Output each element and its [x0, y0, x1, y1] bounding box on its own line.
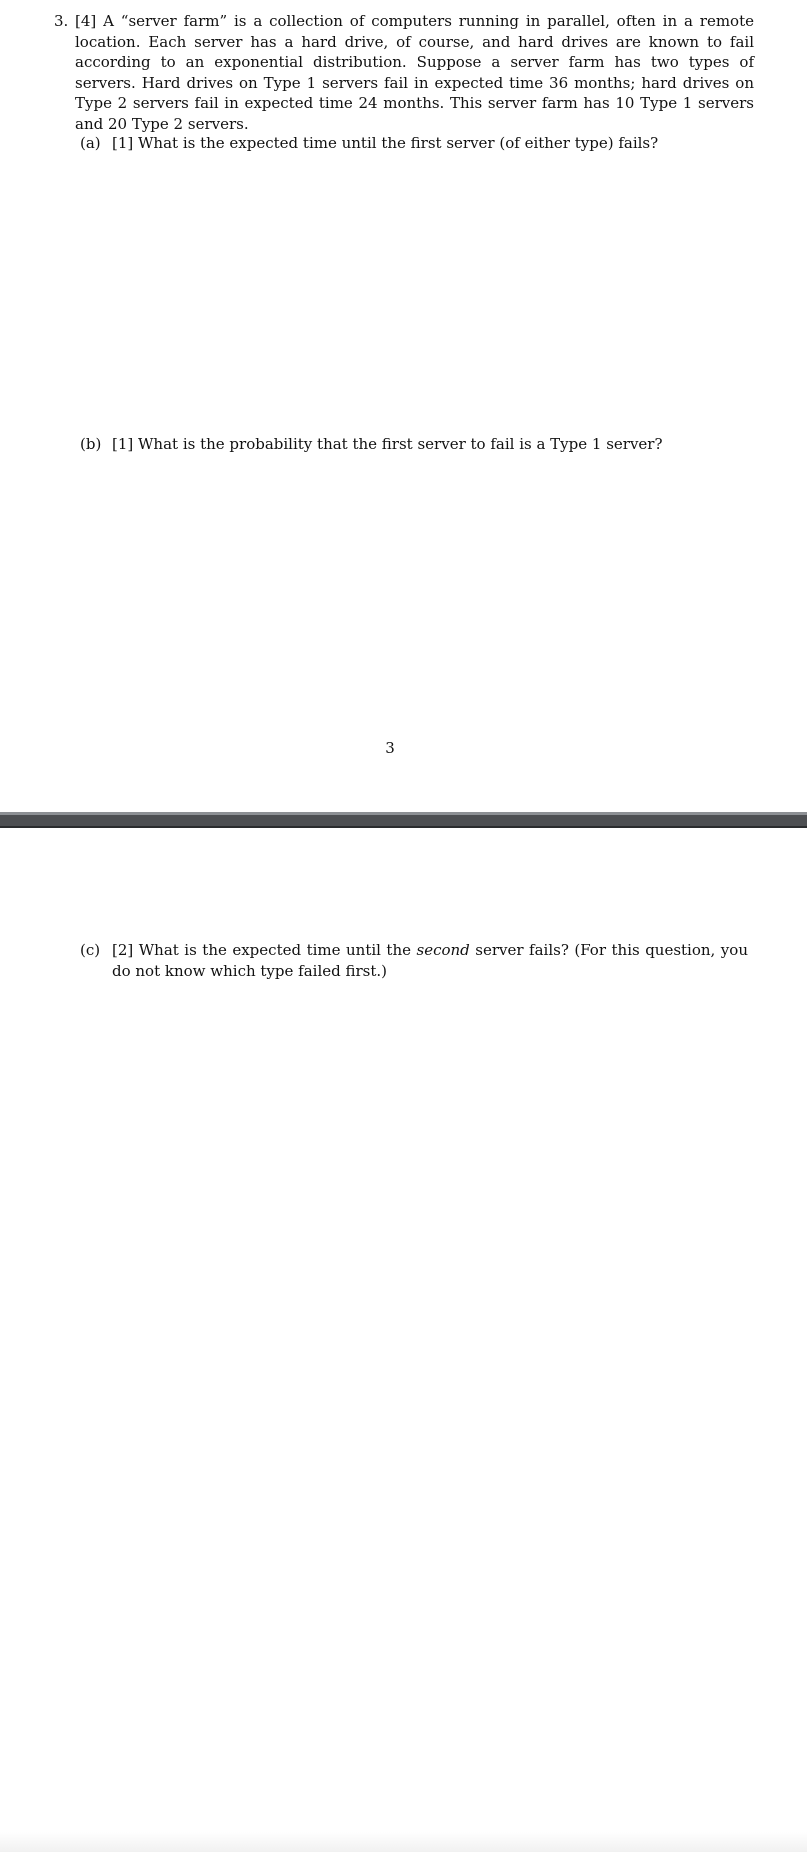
problem-number: 3.	[54, 12, 69, 30]
part-c-text-emphasis: second	[416, 941, 470, 959]
problem-statement: [4] A “server farm” is a collection of computers running in parallel, often in a remote location. Each server has a hard drive, of course, and hard drives are known to fail according to an exponential distribution. Suppose a server farm has two types of servers. Hard drives on Type 1 servers fail in expected time 36 months; hard drives on Type 2 servers fail in expected time 24 months. This server farm has 10 Type 1 servers and 20 Type 2 servers.	[75, 12, 754, 133]
page-number: 3	[385, 739, 395, 757]
part-c-text-after: server fails? (For this question, you do not know which type failed first.)	[112, 941, 748, 980]
part-c-label: (c)	[80, 941, 101, 959]
page-separator-highlight	[0, 812, 807, 815]
part-c	[80, 940, 748, 981]
part-b	[80, 434, 740, 455]
part-c-text-before: [2] What is the expected time until the	[112, 941, 417, 959]
part-c-question	[112, 940, 748, 981]
part-b-question: [1] What is the probability that the first server to fail is a Type 1 server?	[112, 435, 663, 453]
page-upper	[0, 0, 807, 812]
page-bottom-fade	[0, 1832, 807, 1852]
part-b-label: (b)	[80, 435, 102, 453]
problem-3	[54, 11, 754, 135]
part-a	[80, 133, 740, 154]
page-lower	[0, 828, 807, 1024]
part-a-label: (a)	[80, 134, 101, 152]
part-a-question: [1] What is the expected time until the first server (of either type) fails?	[112, 134, 659, 152]
